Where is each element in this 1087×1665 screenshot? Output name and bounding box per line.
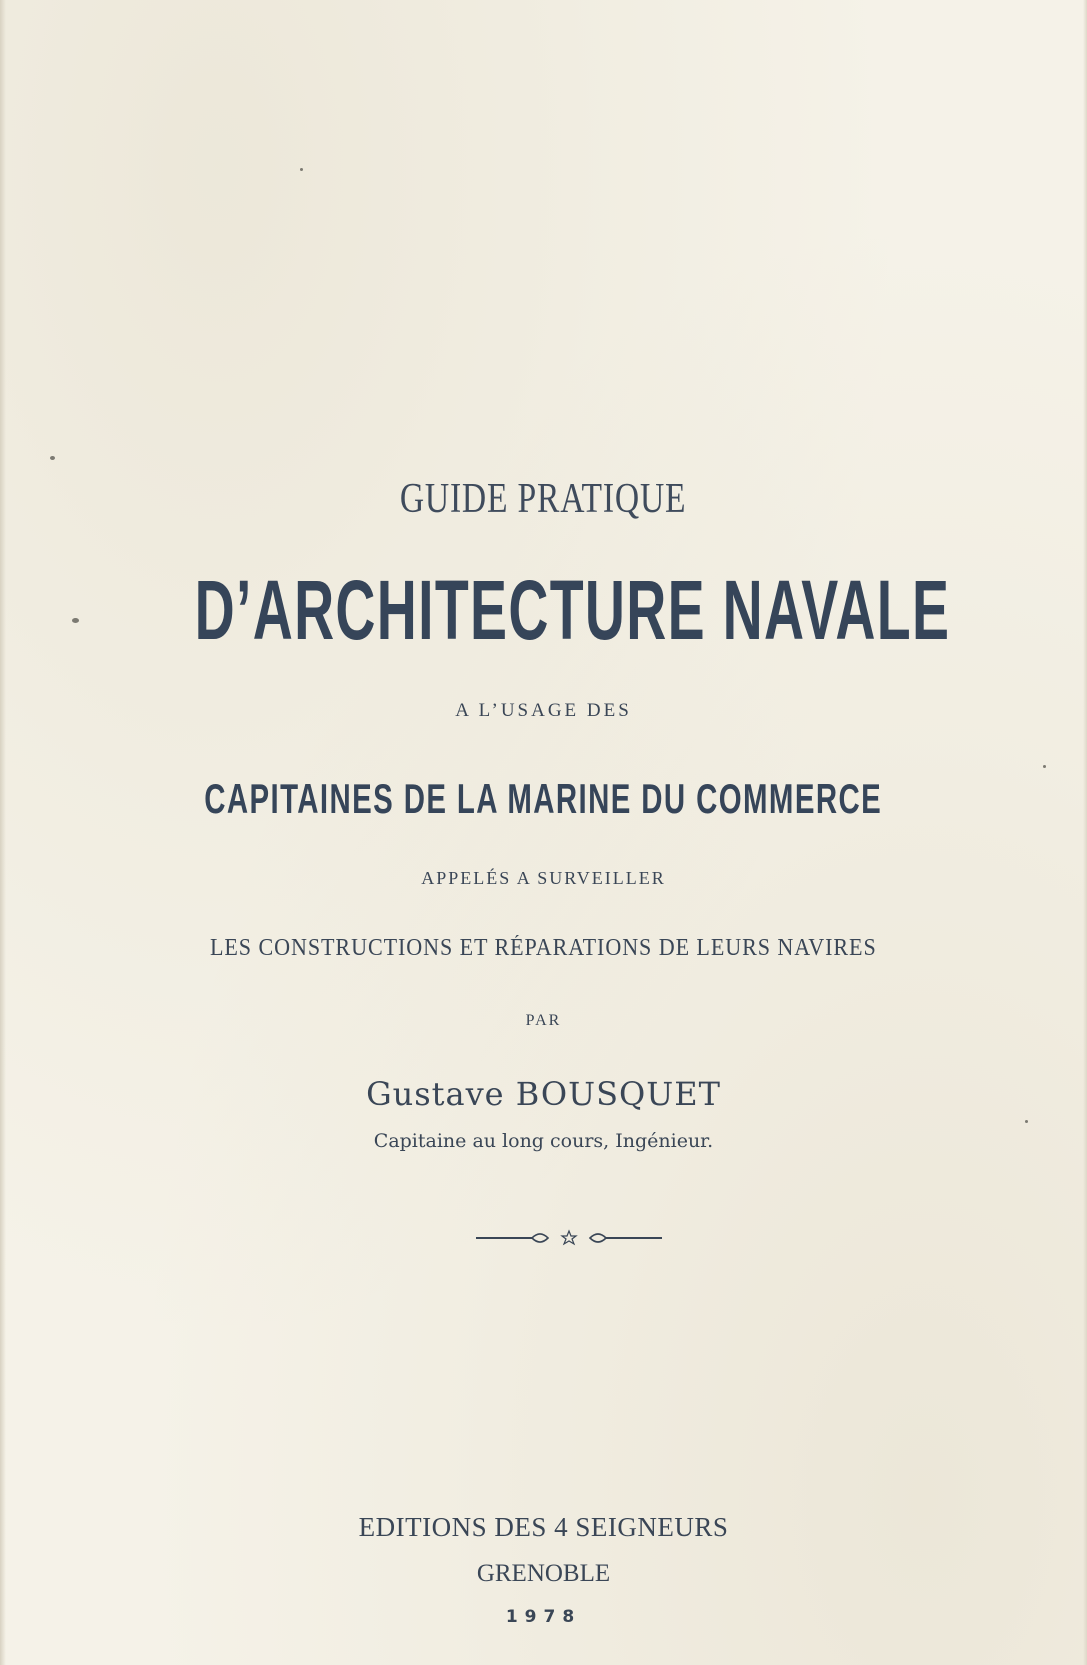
paper-speck [1025, 1120, 1028, 1123]
book-title: D’ARCHITECTURE NAVALE [194, 563, 951, 657]
paper-speck [1043, 765, 1046, 768]
author-title: Capitaine au long cours, Ingénieur. [373, 1130, 714, 1152]
author-name: Gustave BOUSQUET [366, 1075, 721, 1113]
purpose-detail: LES CONSTRUCTIONS ET RÉPARATIONS DE LEURS NAVIRES [210, 935, 877, 961]
audience-heading: CAPITAINES DE LA MARINE DU COMMERCE [204, 775, 883, 822]
page-edge-right [1083, 0, 1087, 1665]
paper-speck [50, 456, 55, 460]
usage-line: A L’USAGE DES [455, 700, 632, 721]
ornamental-divider-icon [474, 1228, 664, 1248]
publisher-city: GRENOBLE [476, 1560, 611, 1587]
book-subtitle: GUIDE PRATIQUE [400, 476, 687, 522]
publication-year: 1978 [505, 1607, 582, 1627]
paper-speck [300, 168, 303, 171]
by-label: PAR [525, 1012, 562, 1029]
purpose-line: APPELÉS A SURVEILLER [421, 868, 666, 888]
page-edge-left [0, 0, 6, 1665]
publisher-name: EDITIONS DES 4 SEIGNEURS [358, 1512, 729, 1542]
